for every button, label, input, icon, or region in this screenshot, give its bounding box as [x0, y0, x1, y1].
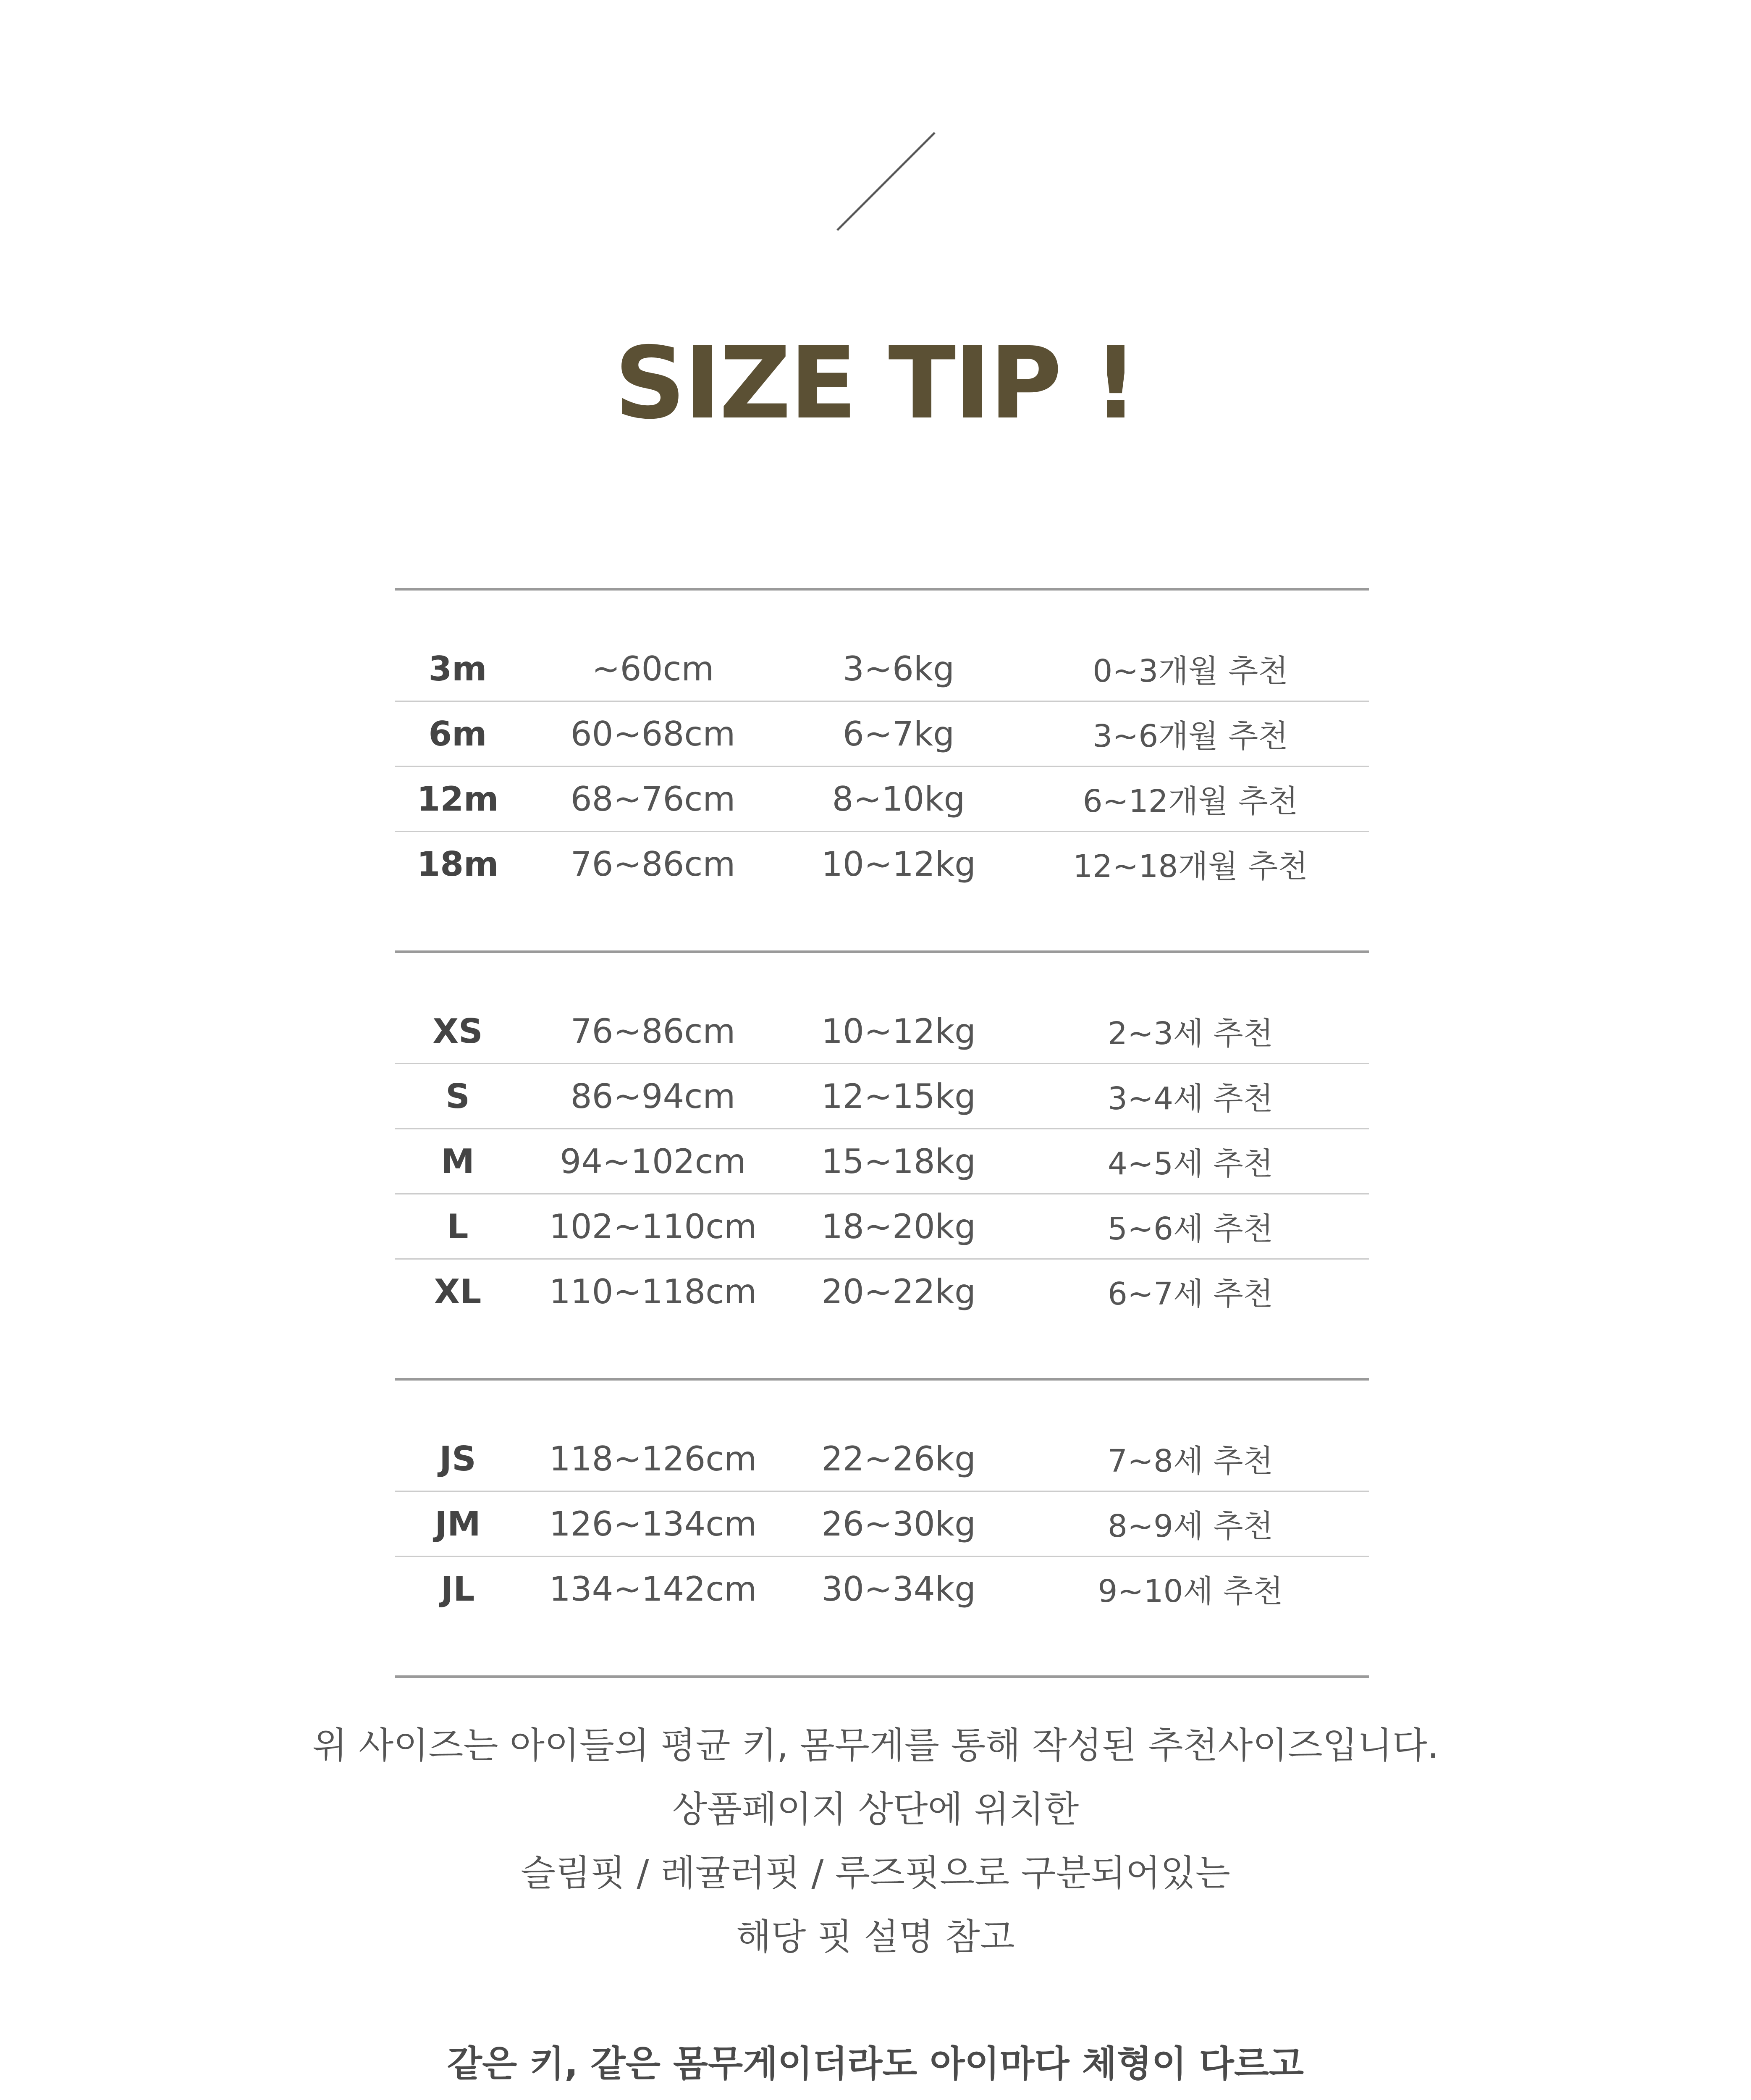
recommended-age: 6~7세 추천: [1107, 1276, 1274, 1312]
weight-range: 26~30kg: [821, 1504, 976, 1544]
size-row: [395, 1193, 1369, 1258]
weight-range: 3~6kg: [843, 649, 954, 688]
height-range: 68~76cm: [570, 779, 736, 819]
size-label: 3m: [428, 649, 487, 688]
size-label: XL: [434, 1272, 482, 1311]
weight-range: 6~7kg: [843, 714, 954, 753]
weight-range: 18~20kg: [821, 1207, 976, 1246]
size-group-junior: [395, 1381, 1369, 1678]
size-label: S: [446, 1076, 470, 1116]
size-row: [395, 1556, 1369, 1621]
size-row: [395, 1063, 1369, 1128]
size-table: [395, 588, 1369, 1678]
recommended-age: 3~4세 추천: [1107, 1081, 1274, 1117]
recommended-age: 9~10세 추천: [1098, 1573, 1283, 1609]
size-label: JL: [440, 1569, 475, 1609]
size-row: [395, 701, 1369, 766]
height-range: 86~94cm: [570, 1076, 736, 1116]
height-range: 118~126cm: [549, 1439, 757, 1478]
decorative-slash-line: [836, 131, 936, 232]
size-label: L: [447, 1207, 469, 1246]
weight-range: 30~34kg: [821, 1569, 976, 1609]
size-label: XS: [433, 1011, 483, 1051]
height-range: 94~102cm: [560, 1142, 746, 1181]
size-row: [395, 766, 1369, 831]
size-row: [395, 1258, 1369, 1323]
note-line: 해당 핏 설명 참고: [736, 1916, 1015, 1958]
height-range: 126~134cm: [549, 1504, 757, 1544]
size-row: [395, 637, 1369, 701]
recommended-age: 5~6세 추천: [1107, 1211, 1274, 1247]
size-label: JS: [439, 1439, 476, 1478]
weight-range: 20~22kg: [821, 1272, 976, 1311]
weight-range: 22~26kg: [821, 1439, 976, 1478]
recommended-age: 0~3개월 추천: [1093, 653, 1288, 689]
recommended-age: 7~8세 추천: [1107, 1443, 1274, 1479]
height-range: 102~110cm: [549, 1207, 757, 1246]
size-row: [395, 1491, 1369, 1556]
size-row: [395, 1128, 1369, 1193]
size-label: M: [441, 1142, 474, 1181]
recommended-age: 2~3세 추천: [1107, 1016, 1274, 1052]
weight-range: 10~12kg: [821, 844, 976, 884]
note-line: 슬림핏 / 레귤러핏 / 루즈핏으로 구분되어있는: [520, 1852, 1230, 1894]
size-row: [395, 999, 1369, 1063]
recommended-age: 12~18개월 추천: [1073, 848, 1308, 885]
height-range: 110~118cm: [549, 1272, 757, 1311]
size-label: 18m: [417, 844, 499, 884]
weight-range: 12~15kg: [821, 1076, 976, 1116]
height-range: 76~86cm: [570, 1011, 736, 1051]
recommended-age: 8~9세 추천: [1107, 1508, 1274, 1544]
size-group-kids: [395, 953, 1369, 1381]
recommended-age: 4~5세 추천: [1107, 1146, 1274, 1182]
note-line: 상품페이지 상단에 위치한: [672, 1788, 1079, 1830]
size-row: [395, 831, 1369, 896]
size-label: 6m: [428, 714, 487, 753]
height-range: 134~142cm: [549, 1569, 757, 1609]
notes-paragraph-body-type: [0, 2032, 1751, 2100]
weight-range: 15~18kg: [821, 1142, 976, 1181]
notes-paragraph-fit-guide: [0, 1714, 1751, 1969]
recommended-age: 6~12개월 추천: [1083, 783, 1298, 819]
weight-range: 10~12kg: [821, 1011, 976, 1051]
height-range: 60~68cm: [570, 714, 736, 753]
note-line: 위 사이즈는 아이들의 평균 키, 몸무게를 통해 작성된 추천사이즈입니다.: [312, 1725, 1439, 1767]
page-title: SIZE TIP !: [614, 326, 1137, 441]
recommended-age: 3~6개월 추천: [1093, 718, 1288, 754]
height-range: ~60cm: [592, 649, 714, 688]
size-notes: [0, 1714, 1751, 2100]
note-line: 같은 키, 같은 몸무게이더라도 아이마다 체형이 다르고: [447, 2043, 1304, 2085]
weight-range: 8~10kg: [832, 779, 965, 819]
size-group-infant: [395, 591, 1369, 953]
size-label: JM: [435, 1504, 481, 1544]
height-range: 76~86cm: [570, 844, 736, 884]
note-line: [0, 2096, 1751, 2100]
size-row: [395, 1427, 1369, 1491]
size-label: 12m: [417, 779, 499, 819]
